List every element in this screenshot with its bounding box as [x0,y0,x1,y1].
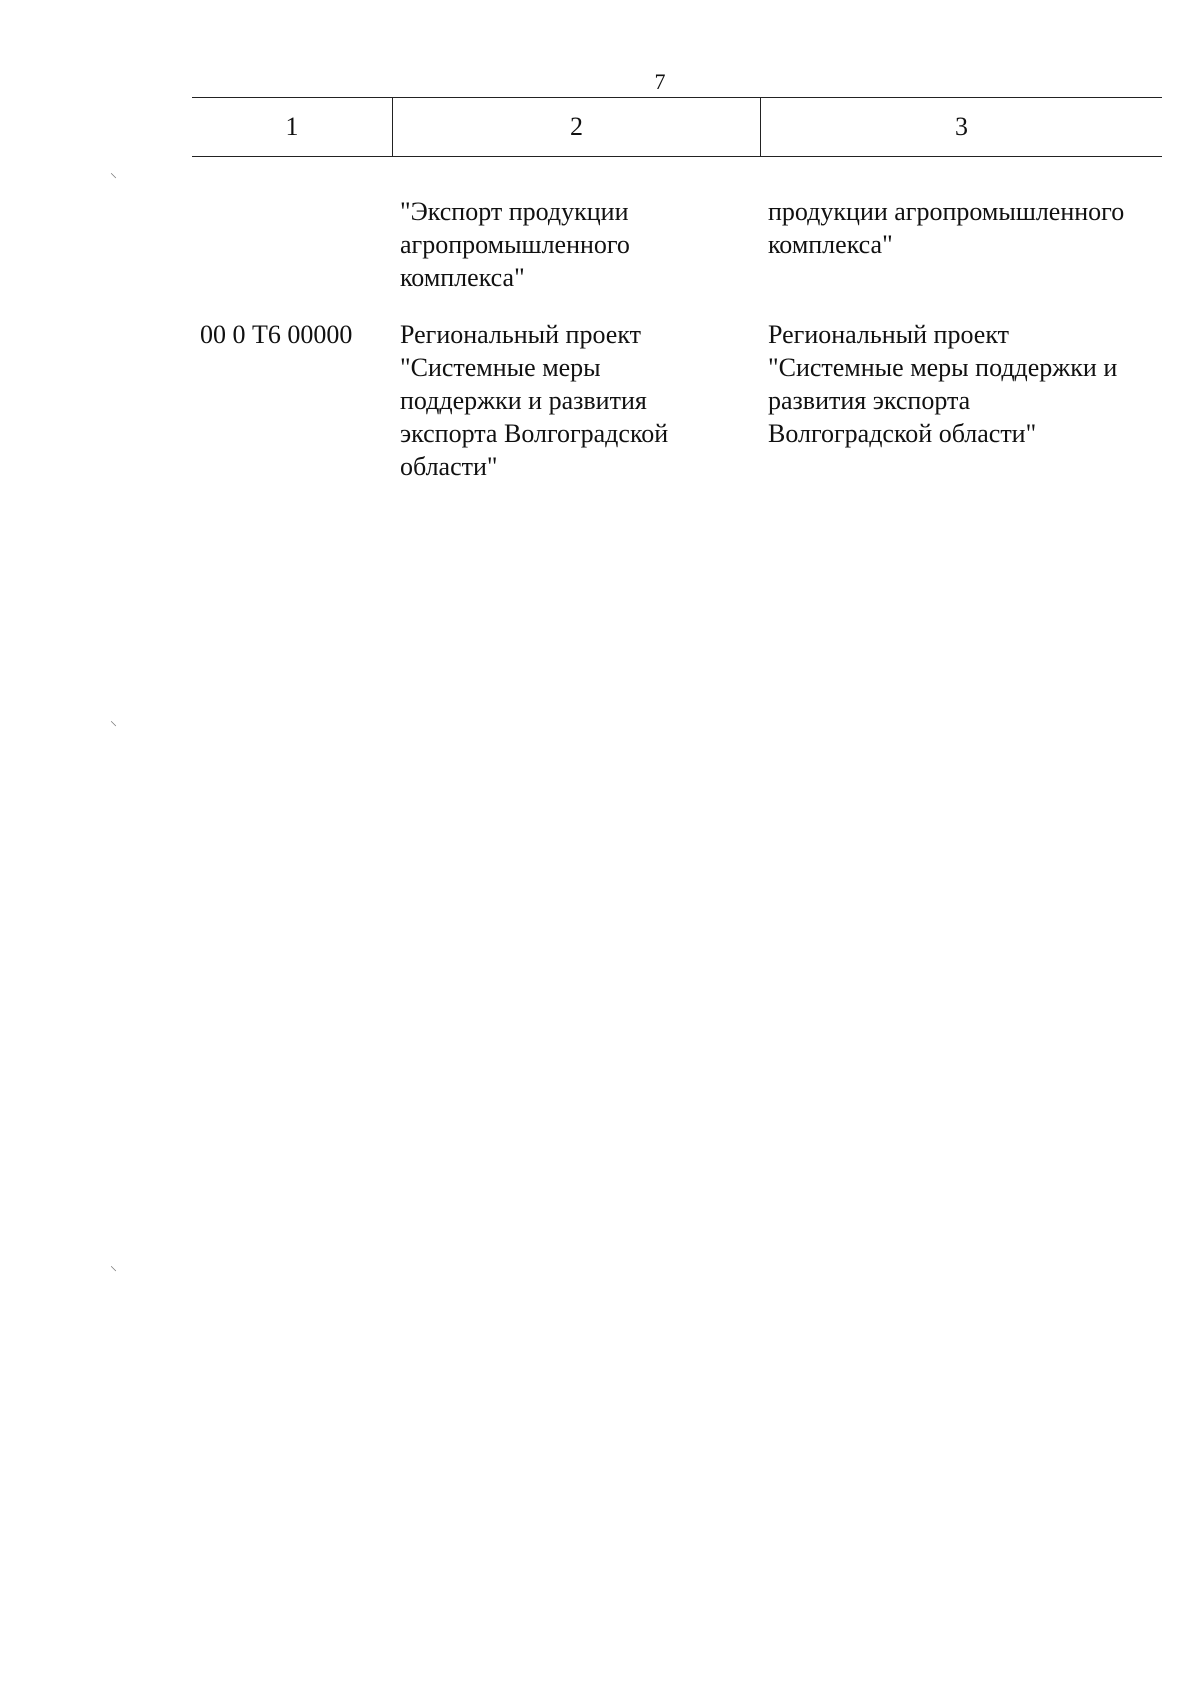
scan-mark: ⸌ [110,1264,117,1280]
row-name: Региональный проект "Системные меры поддержки и развития экспорта Волгоградской области" [400,320,669,481]
header-column-3: 3 [760,98,1162,156]
document-table [192,97,1162,507]
table-body [192,195,1162,483]
row-description: продукции агропромышленного комплекса" [768,197,1125,259]
table-row [192,318,1162,483]
page-number: 7 [654,69,666,94]
table-row [192,195,1162,294]
row-code [192,195,392,294]
scan-mark: ⸌ [110,719,117,735]
row-code: 00 0 Т6 00000 [200,320,353,349]
table-header [192,97,1162,157]
scan-mark: ⸌ [110,171,117,187]
header-column-2: 2 [392,98,760,156]
row-name: "Экспорт продукции агропромышленного комплекса" [400,197,630,292]
row-description: Региональный проект "Системные меры поддержки и развития экспорта Волгоградской области" [768,320,1118,448]
header-column-1: 1 [285,112,299,141]
